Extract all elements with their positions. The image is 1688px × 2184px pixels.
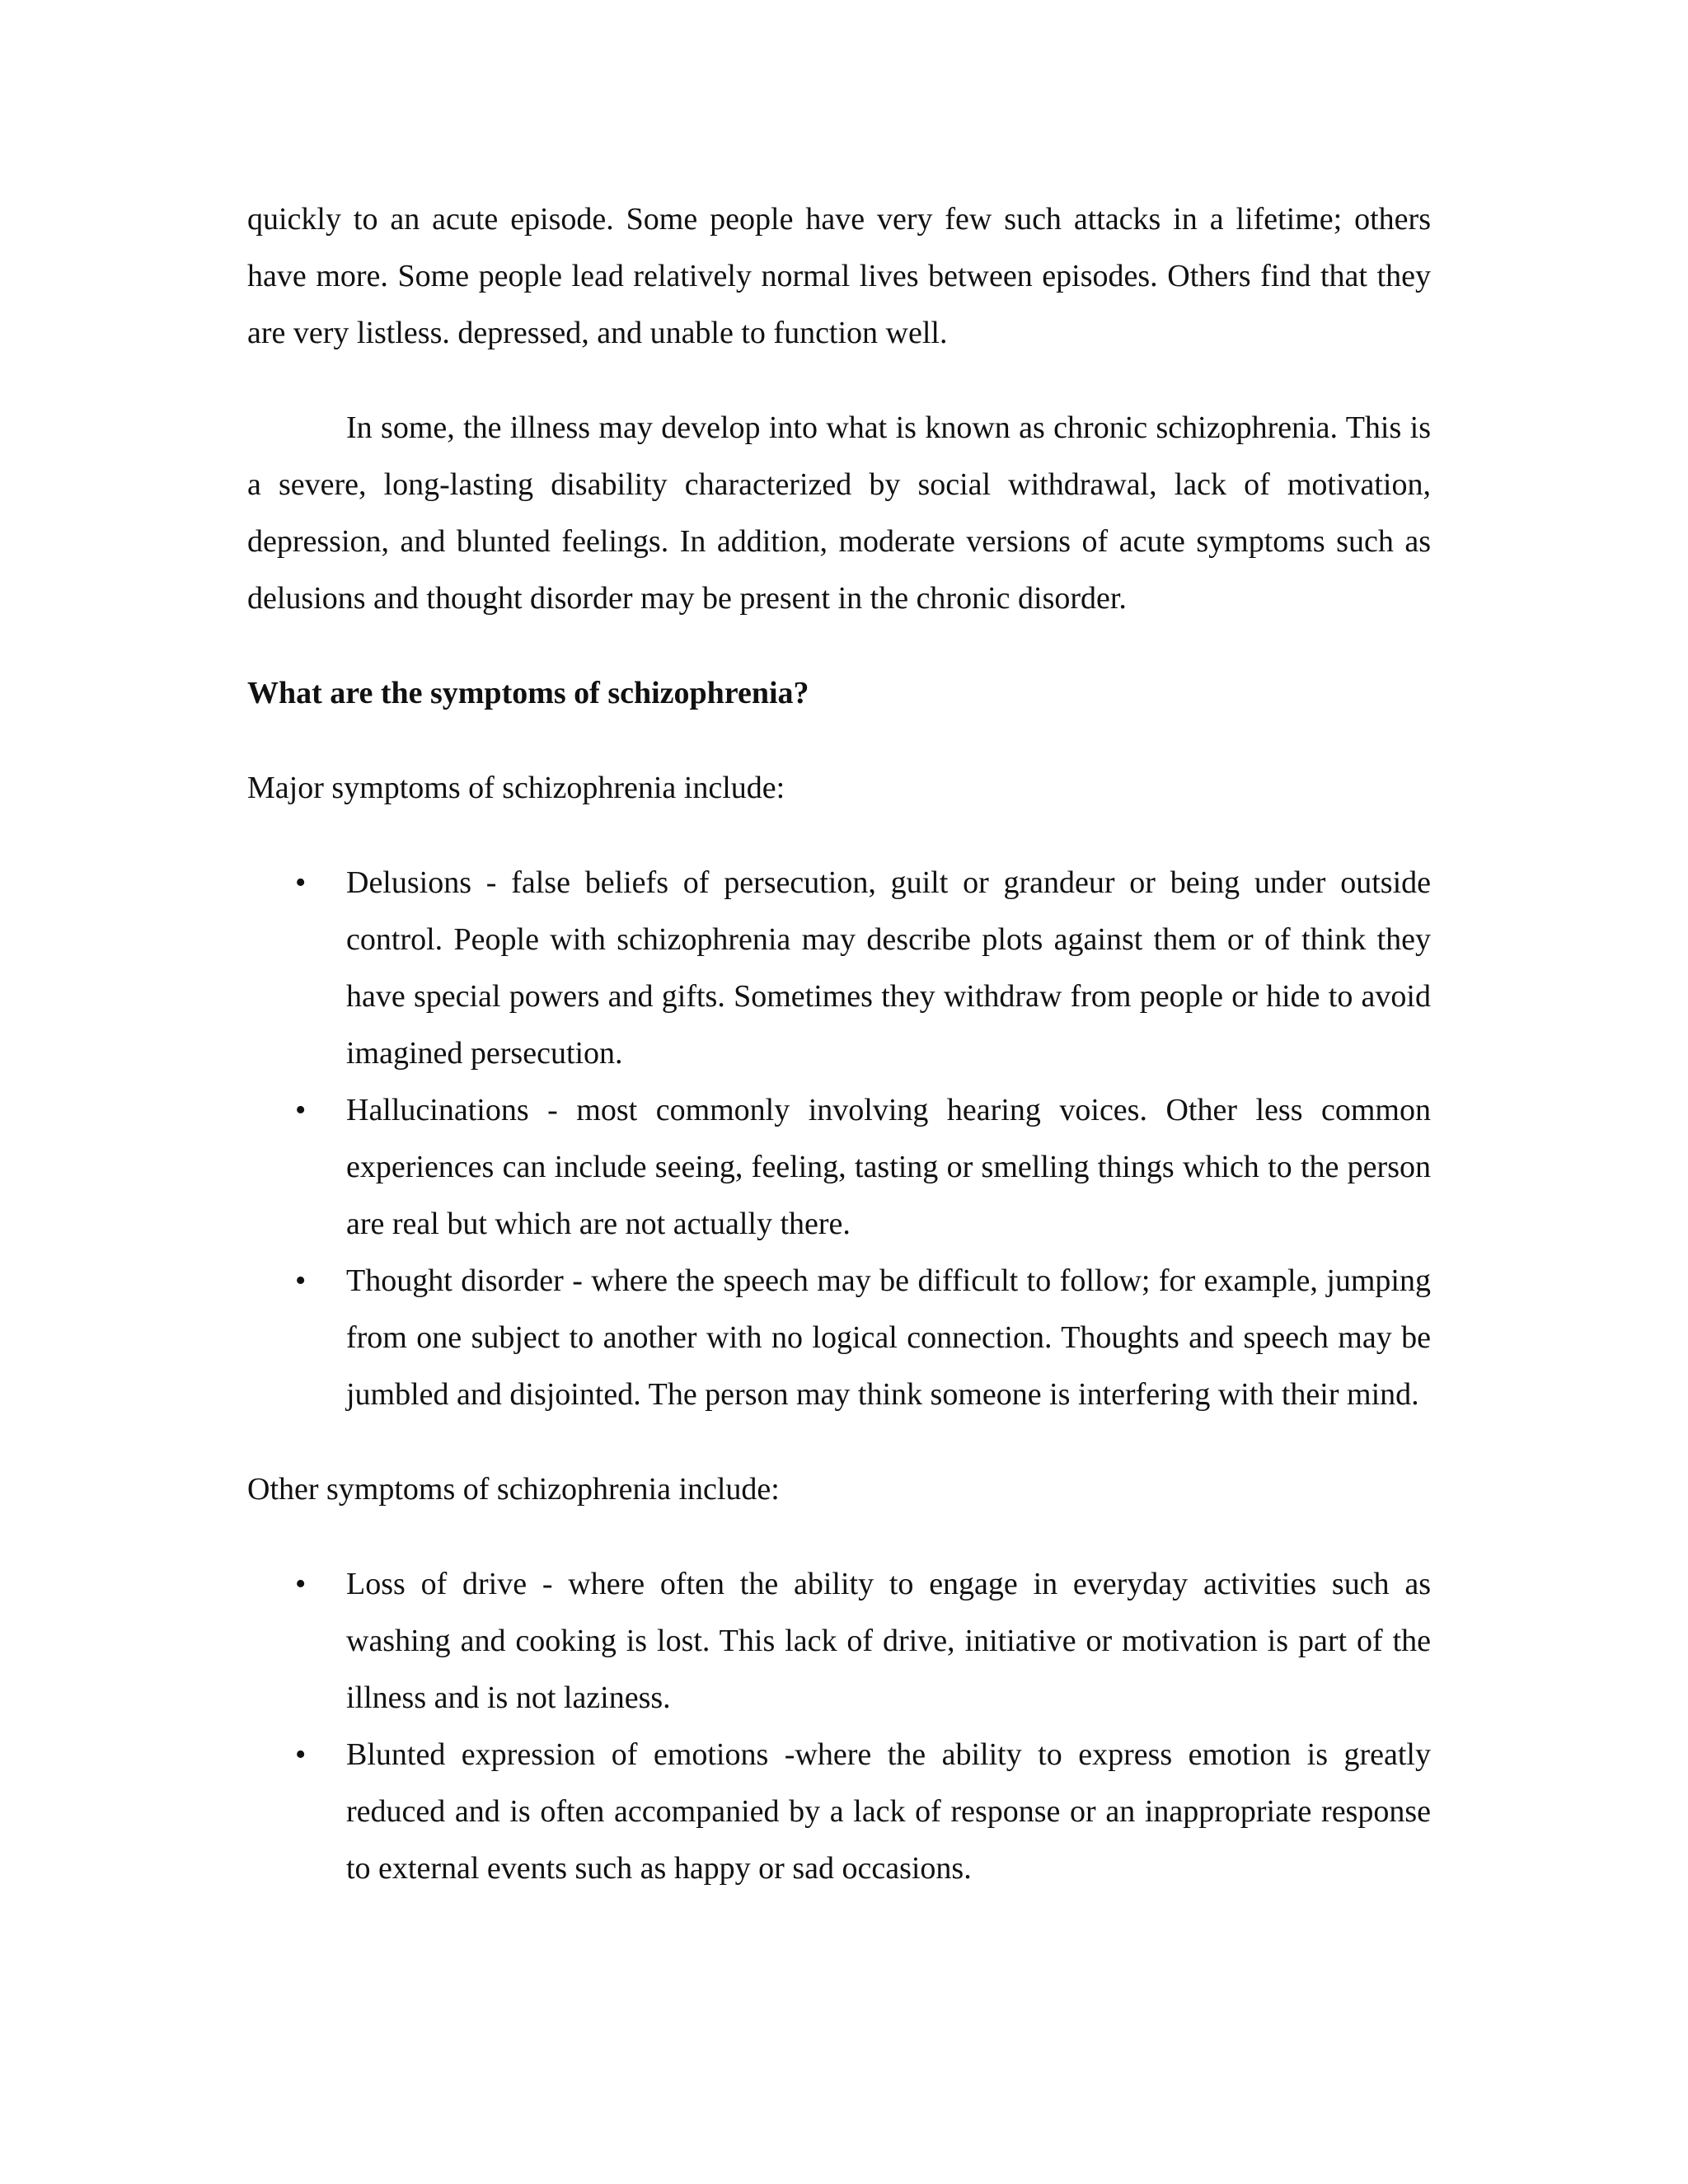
list-item-text: Hallucinations - most commonly involving hearing voices. Other less common experiences can include seeing, feeling, tasting or smelling things which to the person are real but which are not actually there. <box>346 1093 1431 1241</box>
paragraph-acute-episode: quickly to an acute episode. Some people have very few such attacks in a lifetime; others have more. Some people lead relatively normal lives between episodes. Others find that they are very listless. depressed, and unable to function well. <box>247 202 1431 350</box>
list-item <box>247 1556 1431 1727</box>
other-symptoms-list <box>247 1556 1431 1897</box>
bullet-icon: • <box>295 1737 307 1772</box>
list-item <box>247 855 1431 1082</box>
other-symptoms-intro: Other symptoms of schizophrenia include: <box>247 1472 780 1507</box>
list-item <box>247 1727 1431 1897</box>
list-item-text: Delusions - false beliefs of persecution, guilt or grandeur or being under outside control. People with schizophrenia may describe plots against them or of think they have special powers and gifts. Sometimes they withdraw from people or hide to avoid imagined persecution. <box>346 865 1431 1071</box>
major-symptoms-list <box>247 855 1431 1423</box>
paragraph-chronic-schizophrenia: In some, the illness may develop into what is known as chronic schizophrenia. This is a severe, long-lasting disability characterized by social withdrawal, lack of motivation, depression, and blunted feelings. In addition, moderate versions of acute symptoms such as delusions and thought disorder may be present in the chronic disorder. <box>247 410 1431 616</box>
list-item-text: Blunted expression of emotions -where the ability to express emotion is greatly reduced and is often accompanied by a lack of response or an inappropriate response to external events such as happy or sad occasions. <box>346 1737 1431 1886</box>
section-heading: What are the symptoms of schizophrenia? <box>247 676 809 710</box>
bullet-icon: • <box>295 1093 307 1127</box>
major-symptoms-intro: Major symptoms of schizophrenia include: <box>247 771 785 805</box>
list-item-text: Loss of drive - where often the ability to engage in everyday activities such as washing and cooking is lost. This lack of drive, initiative or motivation is part of the illness and is not laziness. <box>346 1567 1431 1715</box>
list-item-text: Thought disorder - where the speech may be difficult to follow; for example, jumping from one subject to another with no logical connection. Thoughts and speech may be jumbled and disjointed. The person may think someone is interfering with their mind. <box>346 1263 1431 1412</box>
list-item <box>247 1082 1431 1253</box>
bullet-icon: • <box>295 1263 307 1298</box>
bullet-icon: • <box>295 865 307 900</box>
list-item <box>247 1253 1431 1423</box>
bullet-icon: • <box>295 1567 307 1601</box>
document-page <box>247 191 1431 1935</box>
